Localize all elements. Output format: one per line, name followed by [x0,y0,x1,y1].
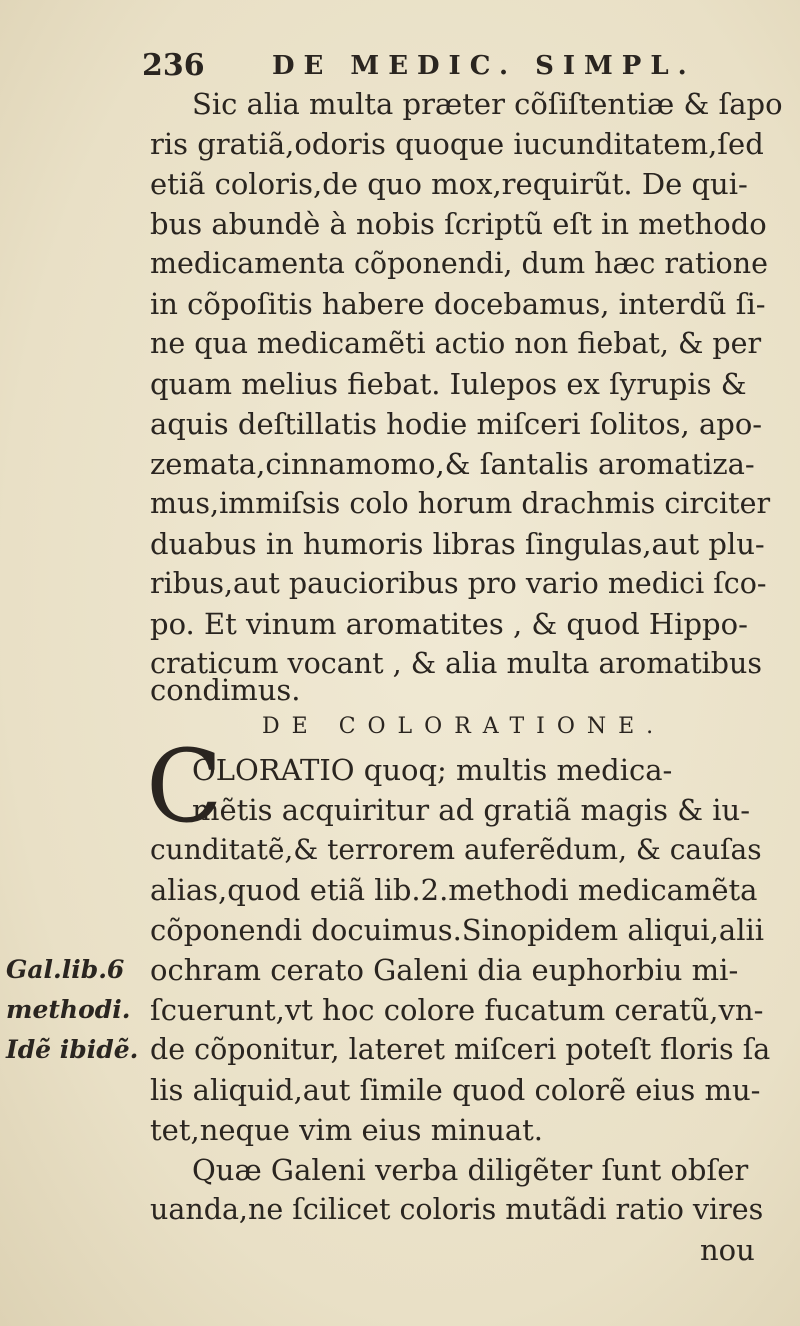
text-line: po. Et vinum aromatites , & quod Hippo- [150,607,748,641]
page-number: 236 [142,48,205,83]
text-line: ribus,aut paucioribus pro vario medici ſco- [150,567,767,600]
text-line: condimus. [150,673,301,707]
running-header [142,46,762,86]
text-line: etiã coloris,de quo mox,requirũt. De qui- [150,167,748,201]
text-line: ris gratiã,odoris quoque iucunditatem,ſed [150,127,764,161]
text-line: medicamenta cõponendi, dum hæc ratione [150,247,768,280]
text-line: ochram cerato Galeni dia euphorbiu mi- [150,953,739,987]
margin-note: Gal.lib.6 [6,955,125,984]
text-line: bus abundè à nobis ſcriptũ eſt in methodo [150,207,767,241]
text-line: cunditatẽ,& terrorem auferẽdum, & cauſas [150,833,762,866]
margin-note: Idẽ ibidẽ. [6,1035,139,1064]
catchword: nou [700,1233,755,1267]
drop-cap: C [146,728,223,845]
text-line: Quæ Galeni verba diligẽter ſunt obſer [192,1153,749,1187]
text-line: ſcuerunt,vt hoc colore fucatum ceratũ,vn- [150,993,764,1027]
text-line: Sic alia multa præter cõſiſtentiæ & ſapo [192,87,783,121]
text-line: cõponendi docuimus.Sinopidem aliqui,alii [150,913,765,947]
text-line: lis aliquid,aut ſimile quod colorẽ eius mu- [150,1073,761,1107]
text-line: mus,immiſsis colo horum drachmis circiter [150,487,771,520]
text-line: de cõponitur, lateret miſceri poteſt floris ſa [150,1033,771,1066]
text-line: alias,quod etiã lib.2.methodi medicamẽta [150,873,758,907]
text-line: aquis deſtillatis hodie miſceri ſolitos, apo- [150,407,763,441]
text-line: quam melius fiebat. Iulepos ex ſyrupis & [150,367,747,401]
section-heading: DE COLORATIONE. [262,714,666,739]
text-line: mẽtis acquiritur ad gratiã magis & iu- [192,793,751,827]
text-line: duabus in humoris libras ſingulas,aut plu- [150,527,765,561]
text-line: craticum vocant , & alia multa aromatibus [150,647,763,680]
margin-note: methodi. [6,995,131,1024]
text-line: ne qua medicamẽti actio non fiebat, & per [150,327,762,360]
text-line: uanda,ne ſcilicet coloris mutãdi ratio vires [150,1193,764,1226]
text-line: OLORATIO quoq; multis medica- [192,753,673,787]
text-line: zemata,cinnamomo,& ſantalis aromatiza- [150,447,755,481]
running-title: DE MEDIC. SIMPL. [272,51,696,81]
text-line: in cõpoſitis habere docebamus, interdũ ſi- [150,287,766,321]
text-line: tet,neque vim eius minuat. [150,1113,544,1147]
